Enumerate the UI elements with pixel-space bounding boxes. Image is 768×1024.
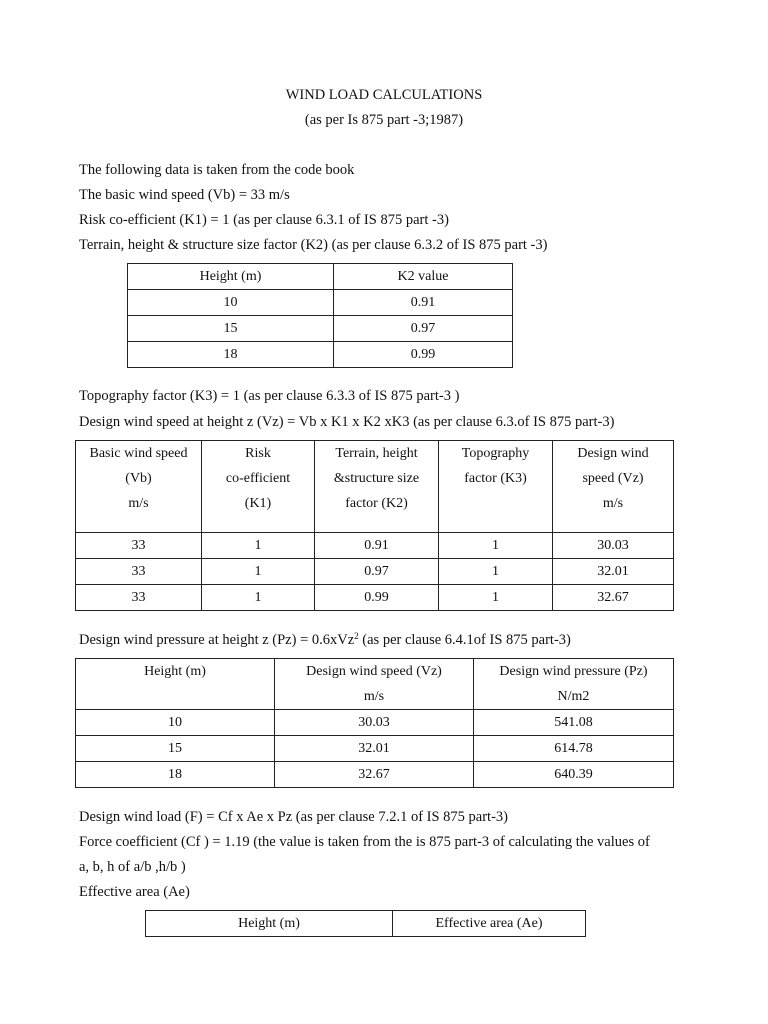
- table-header-cell: Design wind pressure (Pz) N/m2: [474, 659, 674, 710]
- table-cell: 10: [128, 290, 334, 316]
- table-row: [76, 585, 674, 611]
- pz-table: [75, 658, 674, 788]
- table-row: [76, 736, 674, 762]
- table-cell: 0.97: [334, 316, 513, 342]
- table-cell: 30.03: [553, 533, 674, 559]
- table-row: [128, 342, 513, 368]
- table-row: [76, 762, 674, 788]
- intro-line-3: Risk co-efficient (K1) = 1 (as per clause 6.3.1 of IS 875 part -3): [79, 212, 449, 228]
- table-cell: 1: [439, 533, 553, 559]
- design-load-line: Design wind load (F) = Cf x Ae x Pz (as per clause 7.2.1 of IS 875 part-3): [79, 809, 508, 825]
- table-header-cell: Height (m): [76, 659, 275, 710]
- ae-table: [145, 910, 586, 937]
- table-cell: 15: [76, 736, 275, 762]
- table-row: [76, 533, 674, 559]
- table-cell: 640.39: [474, 762, 674, 788]
- table-header-cell: Height (m): [128, 264, 334, 290]
- table-header-row: [76, 441, 674, 533]
- table-cell: 1: [439, 559, 553, 585]
- superscript: 2: [354, 631, 359, 641]
- pressure-formula-line: Design wind pressure at height z (Pz) = 0.6xVz$^2$ (as per clause 6.4.1of IS 875 part-3): [79, 631, 571, 648]
- table-cell: 0.91: [315, 533, 439, 559]
- table-cell: 18: [76, 762, 275, 788]
- table-header-row: [128, 264, 513, 290]
- vz-table: [75, 440, 674, 611]
- table-cell: 541.08: [474, 710, 674, 736]
- table-cell: 33: [76, 585, 202, 611]
- table-cell: 1: [202, 559, 315, 585]
- table-cell: 32.01: [553, 559, 674, 585]
- table-cell: 1: [202, 585, 315, 611]
- table-cell: 1: [439, 585, 553, 611]
- table-cell: 32.67: [275, 762, 474, 788]
- intro-line-4: Terrain, height & structure size factor (K2) (as per clause 6.3.2 of IS 875 part -3): [79, 237, 548, 253]
- document-title: WIND LOAD CALCULATIONS: [285, 87, 483, 103]
- table-cell: 1: [202, 533, 315, 559]
- design-speed-line: Design wind speed at height z (Vz) = Vb x K1 x K2 xK3 (as per clause 6.3.of IS 875 part-3): [79, 414, 615, 430]
- table-cell: 0.91: [334, 290, 513, 316]
- topography-line: Topography factor (K3) = 1 (as per clause 6.3.3 of IS 875 part-3 ): [79, 388, 460, 404]
- k2-table: [127, 263, 513, 368]
- table-cell: 18: [128, 342, 334, 368]
- table-cell: 15: [128, 316, 334, 342]
- table-header-cell: Design wind speed (Vz) m/s: [275, 659, 474, 710]
- table-cell: 33: [76, 559, 202, 585]
- table-cell: 0.97: [315, 559, 439, 585]
- document-subtitle: (as per Is 875 part -3;1987): [304, 112, 464, 128]
- table-header-cell: Design wind speed (Vz) m/s: [553, 441, 674, 533]
- effective-area-label: Effective area (Ae): [79, 884, 190, 900]
- table-header-cell: Topography factor (K3): [439, 441, 553, 533]
- table-header-row: [76, 659, 674, 710]
- intro-line-2: The basic wind speed (Vb) = 33 m/s: [79, 187, 290, 203]
- table-header-cell: K2 value: [334, 264, 513, 290]
- intro-line-1: The following data is taken from the code book: [79, 162, 355, 178]
- table-header-cell: Risk co-efficient (K1): [202, 441, 315, 533]
- table-cell: 32.67: [553, 585, 674, 611]
- table-row: [128, 316, 513, 342]
- table-cell: 32.01: [275, 736, 474, 762]
- force-coefficient-line: Force coefficient (Cf ) = 1.19 (the value is taken from the is 875 part-3 of calculating the values of: [79, 834, 650, 850]
- table-header-cell: Basic wind speed (Vb) m/s: [76, 441, 202, 533]
- table-row: [128, 290, 513, 316]
- table-cell: 10: [76, 710, 275, 736]
- table-header-row: [146, 911, 586, 937]
- table-cell: 614.78: [474, 736, 674, 762]
- table-header-cell: Height (m): [146, 911, 393, 937]
- table-cell: 33: [76, 533, 202, 559]
- force-coefficient-line-cont: a, b, h of a/b ,h/b ): [79, 859, 186, 875]
- table-header-cell: Terrain, height &structure size factor (K2): [315, 441, 439, 533]
- table-row: [76, 710, 674, 736]
- table-cell: 30.03: [275, 710, 474, 736]
- table-row: [76, 559, 674, 585]
- table-cell: 0.99: [315, 585, 439, 611]
- table-cell: 0.99: [334, 342, 513, 368]
- table-header-cell: Effective area (Ae): [393, 911, 586, 937]
